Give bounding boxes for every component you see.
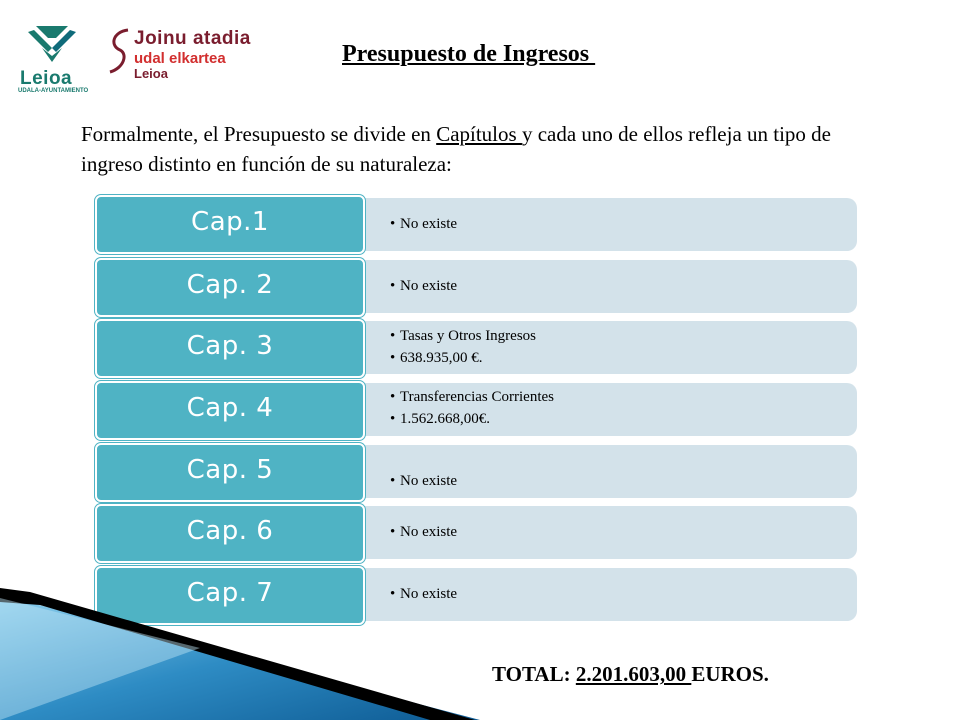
chapter-row-4-band (358, 383, 857, 436)
chapter-1-item-1: • No existe (390, 213, 457, 235)
intro-text-after: y cada uno de ellos refleja un tipo de ingreso distinto en función de su naturaleza: (81, 122, 832, 176)
chapter-7-label: Cap. 7 (186, 578, 274, 608)
udal-logo-line2: udal elkartea (134, 50, 226, 67)
decorative-sweep (0, 570, 480, 720)
leioa-logo-text: Leioa (20, 68, 73, 89)
chapter-5-label-box (95, 443, 365, 502)
chapter-2-label: Cap. 2 (186, 270, 274, 300)
chapter-6-label: Cap. 6 (186, 516, 274, 546)
intro-text-before: Formalmente, el Presupuesto se divide en (81, 122, 437, 146)
chapter-1-label: Cap.1 (191, 207, 269, 237)
udal-logo-line1: Joinu atadia (134, 28, 251, 49)
intro-text-underlined: Capítulos (436, 122, 522, 146)
chapter-4-item-1: • Transferencias Corrientes (390, 386, 554, 408)
chapter-5-label: Cap. 5 (186, 455, 274, 485)
chapter-2-label-box (95, 258, 365, 317)
udal-logo-line3: Leioa (134, 66, 168, 81)
chapter-row-1-items (390, 213, 457, 235)
total-value: 2.201.603,00 (575, 662, 692, 686)
swirl-icon (106, 24, 136, 84)
chapter-6-label-box (95, 504, 365, 563)
chapter-6-item-1: • No existe (390, 521, 457, 543)
chapter-row-2-band (358, 260, 857, 313)
chapter-row-2-items (390, 275, 457, 297)
chapter-4-label-box (95, 381, 365, 440)
chapter-row-6-items (390, 521, 457, 543)
chapter-3-item-2: • 638.935,00 €. (390, 347, 536, 369)
chapter-row-5-band (358, 445, 857, 498)
total-label: TOTAL: (492, 662, 576, 686)
chapter-row-3-items (390, 325, 536, 369)
leioa-shield-icon (12, 22, 92, 70)
intro-paragraph (81, 119, 881, 179)
total-line (492, 662, 769, 687)
udal-elkartea-logo (106, 24, 256, 84)
chapter-4-label: Cap. 4 (186, 393, 274, 423)
chapter-row-1-band (358, 198, 857, 251)
chapter-4-item-2: • 1.562.668,00€. (390, 408, 554, 430)
chapter-2-item-1: • No existe (390, 275, 457, 297)
chapter-1-label-box (95, 195, 365, 254)
page-title: Presupuesto de Ingresos (342, 41, 596, 67)
chapter-row-6-band (358, 506, 857, 559)
chapter-row-5-items (390, 470, 457, 492)
chapter-7-item-1: • No existe (390, 583, 457, 605)
leioa-logo (12, 22, 92, 94)
chapter-row-4-items (390, 386, 554, 430)
chapter-3-item-1: • Tasas y Otros Ingresos (390, 325, 536, 347)
chapter-3-label-box (95, 319, 365, 378)
leioa-logo-subtitle: UDALA-AYUNTAMIENTO (18, 88, 89, 94)
chapter-row-3-band (358, 321, 857, 374)
chapter-3-label: Cap. 3 (186, 331, 274, 361)
total-unit: EUROS. (691, 662, 769, 686)
chapter-5-item-1: • No existe (390, 470, 457, 492)
